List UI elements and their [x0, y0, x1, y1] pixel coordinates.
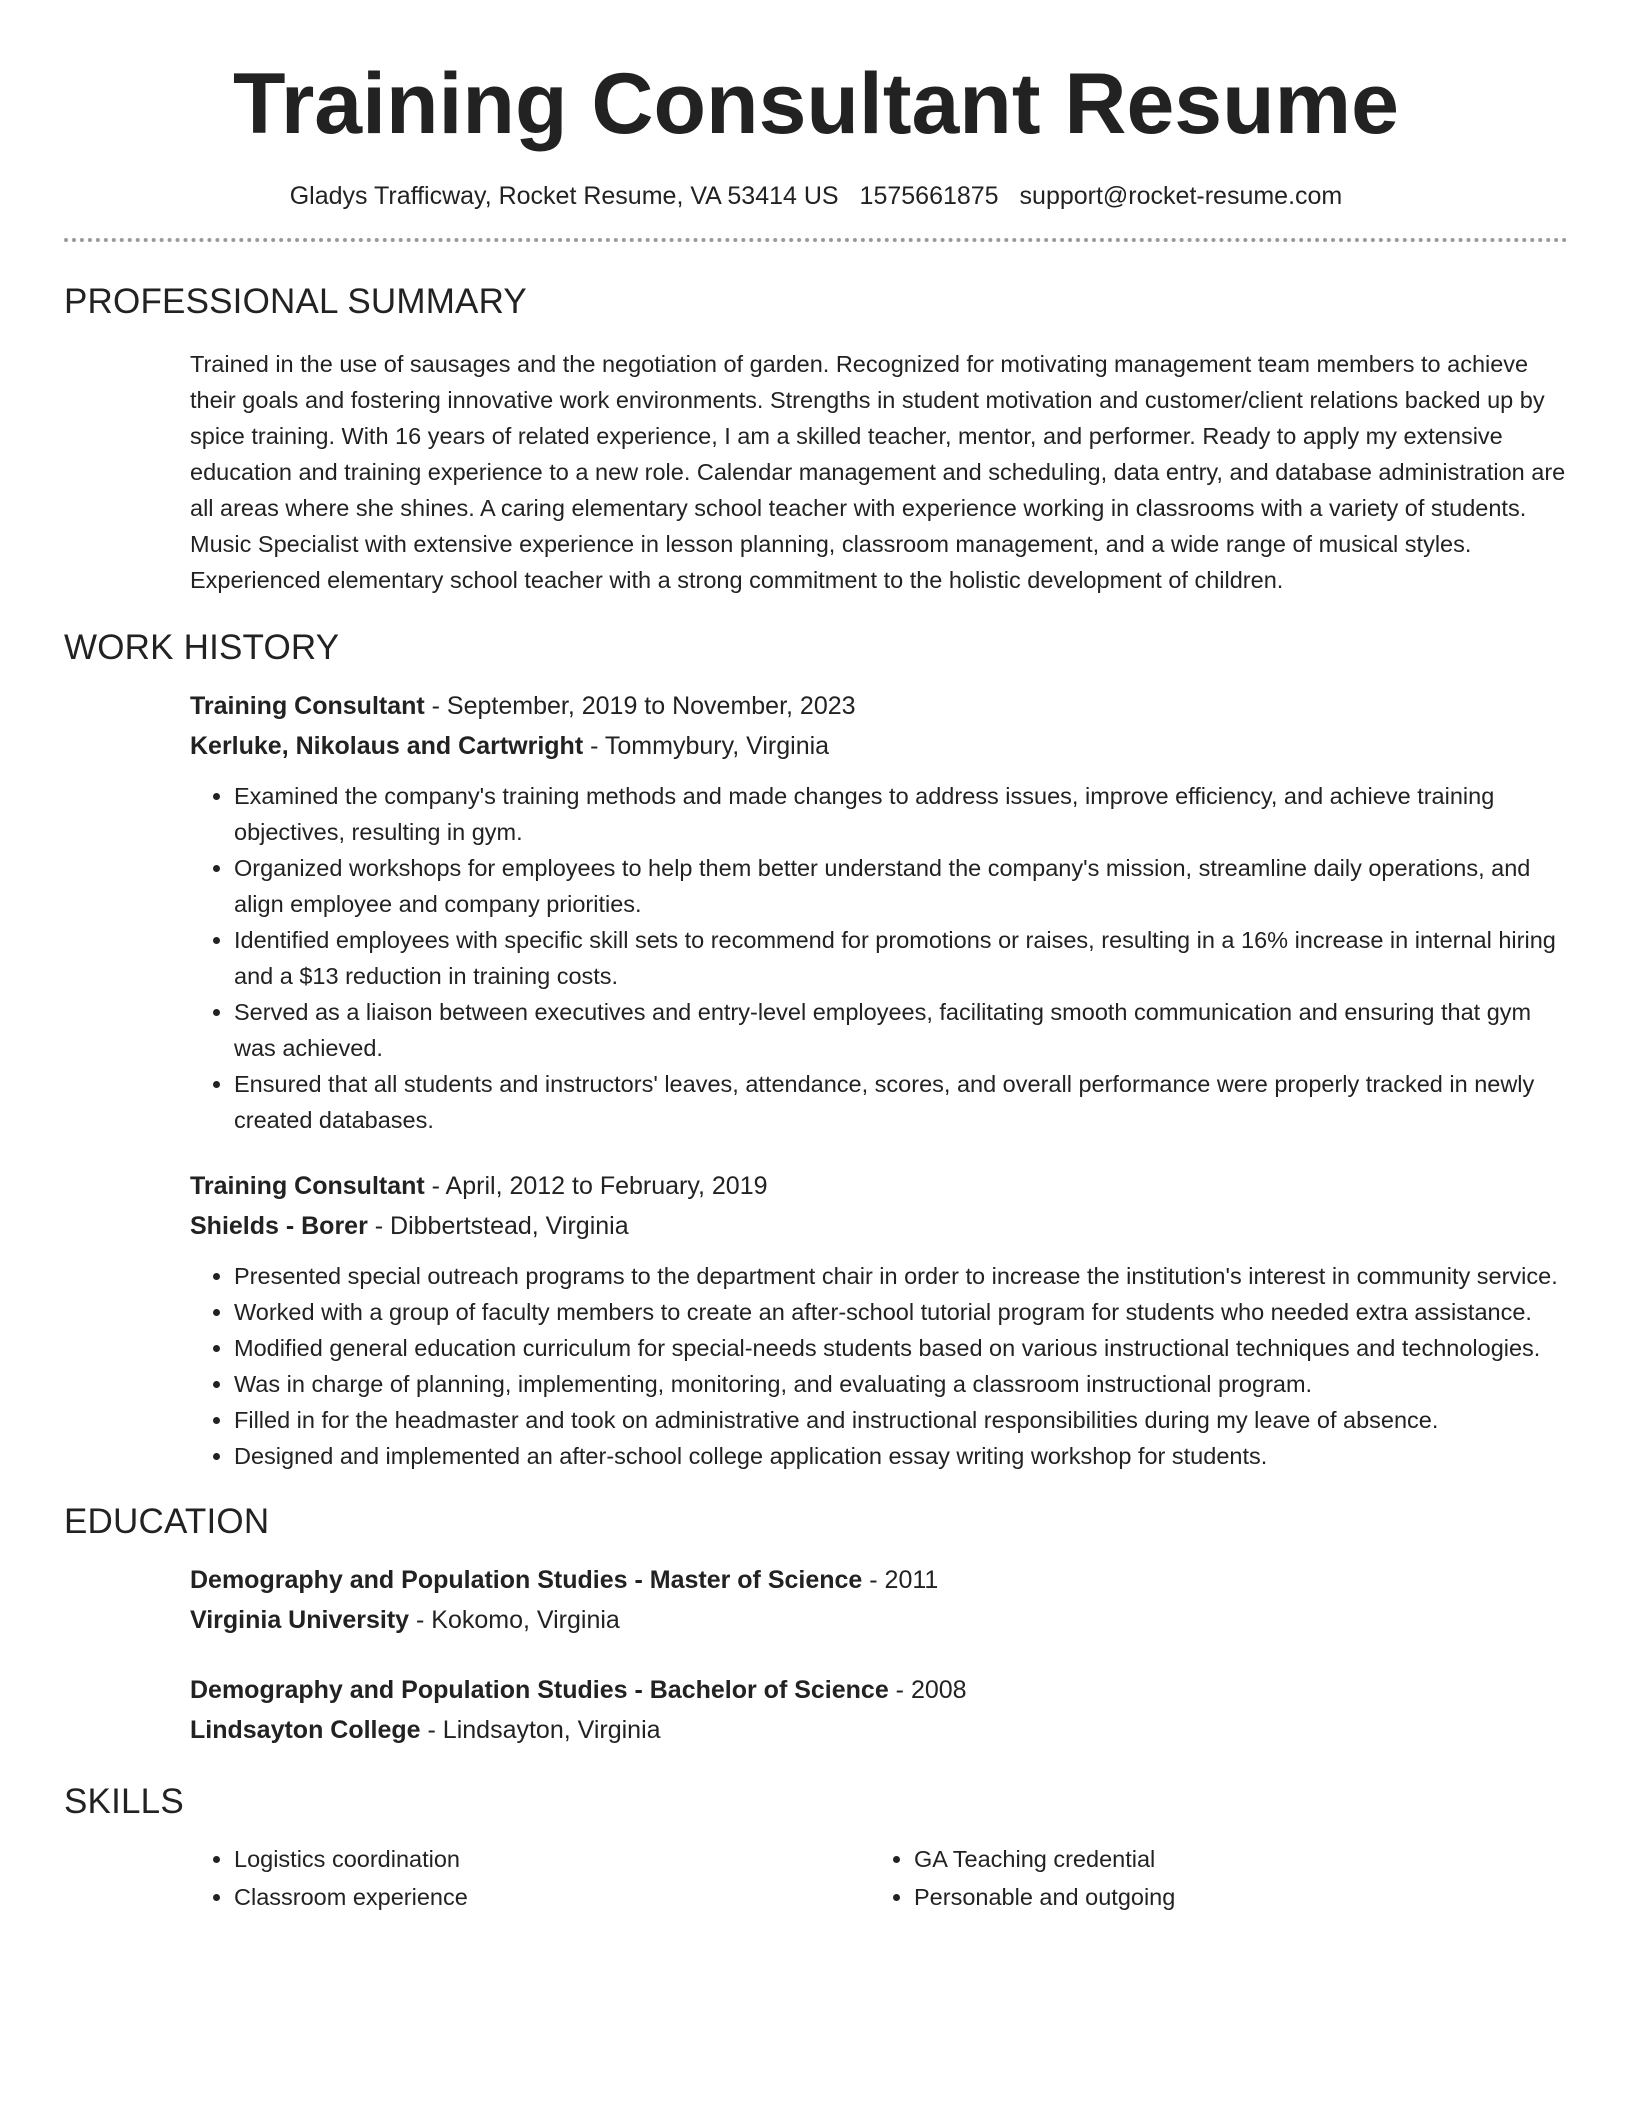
work-section	[64, 626, 1568, 1474]
job-company: Shields - Borer	[190, 1212, 368, 1240]
job-entry	[64, 686, 1568, 1138]
job-title-line	[190, 1166, 1568, 1206]
job-title-line	[190, 686, 1568, 726]
job-company: Kerluke, Nikolaus and Cartwright	[190, 732, 584, 760]
contact-line	[64, 180, 1568, 212]
education-heading: EDUCATION	[64, 1502, 270, 1541]
resume-title: Training Consultant Resume	[233, 56, 1399, 152]
skills-column-right	[870, 1840, 1550, 1916]
education-entry	[64, 1560, 1568, 1640]
summary-body	[64, 346, 1568, 598]
degree-name: Demography and Population Studies - Master of Science	[190, 1566, 863, 1594]
job-bullet: • Modified general education curriculum for special-needs students based on various instructional techniques and technologies.	[234, 1330, 1568, 1366]
job-bullets	[190, 1258, 1568, 1474]
job-dates: - April, 2012 to February, 2019	[424, 1172, 768, 1200]
summary-section	[64, 280, 1568, 598]
skills-column-left	[190, 1840, 870, 1916]
skills-list	[870, 1840, 1550, 1916]
job-bullet: • Presented special outreach programs to the department chair in order to increase the institution's interest in community service.	[234, 1258, 1568, 1294]
job-bullet: • Was in charge of planning, implementing, monitoring, and evaluating a classroom instructional program.	[234, 1366, 1568, 1402]
job-location: - Tommybury, Virginia	[583, 732, 830, 760]
job-bullets	[190, 778, 1568, 1138]
job-company-line	[190, 1206, 1568, 1246]
school-line	[190, 1710, 1568, 1750]
skills-heading: SKILLS	[64, 1782, 184, 1821]
job-company-line	[190, 726, 1568, 766]
skill-item: • Logistics coordination	[234, 1840, 870, 1878]
education-section	[64, 1500, 1568, 1750]
job-bullet: • Designed and implemented an after-school college application essay writing workshop for students.	[234, 1438, 1568, 1474]
skill-item: • Personable and outgoing	[914, 1878, 1550, 1916]
degree-year: - 2008	[888, 1676, 967, 1704]
skill-item: • GA Teaching credential	[914, 1840, 1550, 1878]
job-bullet: • Served as a liaison between executives and entry-level employees, facilitating smooth communication and ensuring that gym was achieved.	[234, 994, 1568, 1066]
job-bullet: • Ensured that all students and instructors' leaves, attendance, scores, and overall performance were properly tracked in newly created databases.	[234, 1066, 1568, 1138]
job-location: - Dibbertstead, Virginia	[367, 1212, 629, 1240]
education-entry	[64, 1670, 1568, 1750]
degree-year: - 2011	[862, 1566, 939, 1594]
school-location: - Lindsayton, Virginia	[420, 1716, 661, 1744]
summary-text: Trained in the use of sausages and the negotiation of garden. Recognized for motivating management team members to achieve their goals and fostering innovative work environments. Strengths in student motivation and customer/client relations backed up by spice training. With 16 years of related experience, I am a skilled teacher, mentor, and performer. Ready to apply my extensive education and training experience to a new role. Calendar management and scheduling, data entry, and database administration are all areas where she shines. A caring elementary school teacher with experience working in classrooms with a variety of students. Music Specialist with extensive experience in lesson planning, classroom management, and a wide range of musical styles. Experienced elementary school teacher with a strong commitment to the holistic development of children.	[190, 351, 1566, 593]
job-bullet: • Examined the company's training methods and made changes to address issues, improve efficiency, and achieve training objectives, resulting in gym.	[234, 778, 1568, 850]
school-name: Lindsayton College	[190, 1716, 421, 1744]
job-bullet: • Identified employees with specific skill sets to recommend for promotions or raises, resulting in a 16% increase in internal hiring and a $13 reduction in training costs.	[234, 922, 1568, 994]
job-bullet: • Filled in for the headmaster and took on administrative and instructional responsibilities during my leave of absence.	[234, 1402, 1568, 1438]
contact-email: support@rocket-resume.com	[1019, 182, 1343, 210]
job-title: Training Consultant	[190, 692, 425, 720]
summary-heading: PROFESSIONAL SUMMARY	[64, 282, 527, 321]
school-name: Virginia University	[190, 1606, 410, 1634]
degree-name: Demography and Population Studies - Bachelor of Science	[190, 1676, 889, 1704]
contact-phone: 1575661875	[859, 182, 999, 210]
skills-grid	[64, 1840, 1568, 1916]
job-bullet: • Organized workshops for employees to help them better understand the company's mission, streamline daily operations, and align employee and company priorities.	[234, 850, 1568, 922]
skill-item: • Classroom experience	[234, 1878, 870, 1916]
contact-address: Gladys Trafficway, Rocket Resume, VA 53414 US	[289, 182, 839, 210]
degree-line	[190, 1670, 1568, 1710]
job-bullet: • Worked with a group of faculty members to create an after-school tutorial program for students who needed extra assistance.	[234, 1294, 1568, 1330]
work-heading: WORK HISTORY	[64, 628, 340, 667]
degree-line	[190, 1560, 1568, 1600]
job-dates: - September, 2019 to November, 2023	[424, 692, 856, 720]
job-entry	[64, 1166, 1568, 1474]
skills-list	[190, 1840, 870, 1916]
header-divider	[64, 238, 1568, 242]
job-title: Training Consultant	[190, 1172, 425, 1200]
skills-section	[64, 1780, 1568, 1916]
school-line	[190, 1600, 1568, 1640]
school-location: - Kokomo, Virginia	[409, 1606, 620, 1634]
